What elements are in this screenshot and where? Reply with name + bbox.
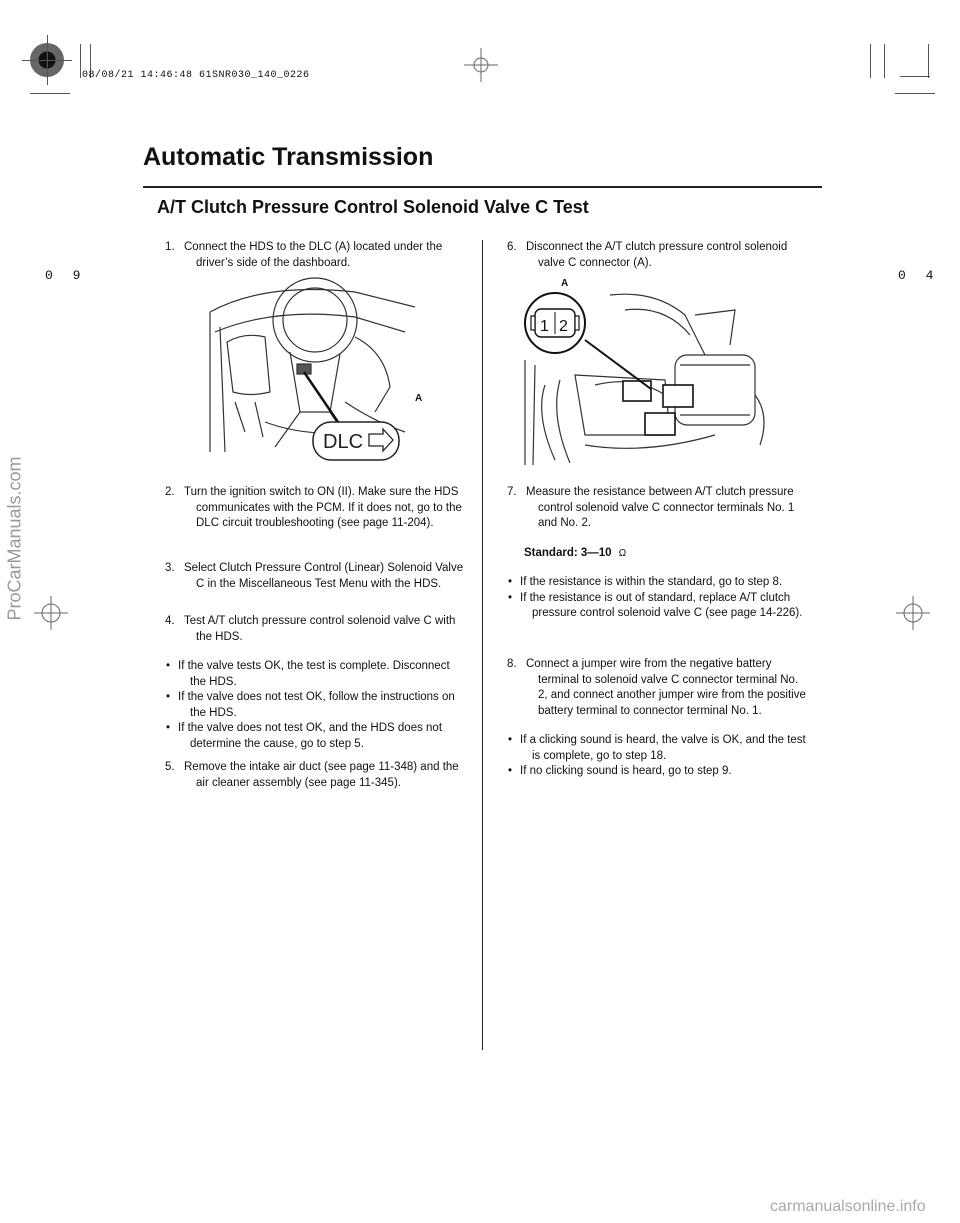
step-number: 4.: [165, 615, 175, 627]
step-4: [165, 614, 465, 752]
print-stamp: 08/08/21 14:46:48 61SNR030_140_0226: [82, 70, 310, 81]
standard-label: Standard:: [524, 546, 578, 559]
solenoid-connector-illustration: [515, 285, 780, 470]
figure-label-a: A: [561, 278, 569, 289]
crop-mark: [884, 44, 885, 78]
pin-1-label: 1: [540, 318, 549, 335]
step-5: [165, 760, 465, 791]
step-8: [507, 657, 807, 780]
list-item: • If the valve tests OK, the test is complete. Disconnect the HDS.: [170, 659, 465, 690]
header-rule: [143, 186, 822, 188]
step-number: 2.: [165, 486, 175, 498]
standard-spec: [524, 546, 807, 562]
step-number: 8.: [507, 658, 517, 670]
step-number: 3.: [165, 562, 175, 574]
crop-mark: [900, 76, 930, 77]
dashboard-dlc-illustration: [205, 272, 435, 467]
list-item: • If the valve does not test OK, and the HDS does not determine the cause, go to step 5.: [170, 721, 465, 752]
pin-2-label: 2: [559, 318, 568, 335]
step-8-bullets: [512, 733, 807, 780]
crop-mark: [928, 44, 929, 78]
figure-label-a: A: [415, 393, 423, 404]
bottom-watermark: carmanualsonline.info: [770, 1198, 926, 1215]
crosshair-target-icon: [464, 48, 498, 82]
step-text: Test A/T clutch pressure control solenoid valve C with the HDS.: [184, 615, 456, 643]
step-text: Select Clutch Pressure Control (Linear) Solenoid Valve C in the Miscellaneous Test Menu with the HDS.: [184, 562, 464, 590]
step-text: Connect a jumper wire from the negative battery terminal to solenoid valve C connector terminal No. 2, and connect another jumper wire from the positive battery terminal to connector terminal No. 1.: [526, 658, 806, 717]
step-2: [165, 485, 465, 532]
step-1: [165, 240, 465, 271]
standard-value: 3—10: [580, 546, 612, 559]
list-item: • If the resistance is within the standard, go to step 8.: [512, 575, 807, 591]
crosshair-target-icon: [896, 596, 930, 630]
step-text: Remove the intake air duct (see page 11-348) and the air cleaner assembly (see page 11-345).: [184, 761, 459, 789]
crop-mark: [80, 44, 81, 78]
section-title: Automatic Transmission: [143, 143, 434, 171]
ohm-unit: Ω: [618, 547, 627, 559]
side-watermark: ProCarManuals.com: [4, 456, 25, 621]
page-title: A/T Clutch Pressure Control Solenoid Valve C Test: [157, 197, 589, 217]
crop-mark: [895, 93, 935, 94]
list-item: • If the valve does not test OK, follow the instructions on the HDS.: [170, 690, 465, 721]
step-7: [507, 485, 807, 622]
margin-number-left: 0 9: [45, 268, 87, 283]
step-number: 7.: [507, 486, 517, 498]
list-item: • If the resistance is out of standard, replace A/T clutch pressure control solenoid valve C (see page 14-226).: [512, 591, 807, 622]
list-item: • If no clicking sound is heard, go to step 9.: [512, 764, 807, 780]
list-item: • If a clicking sound is heard, the valve is OK, and the test is complete, go to step 18.: [512, 733, 807, 764]
margin-number-right: 0 4: [898, 268, 940, 283]
step-number: 1.: [165, 241, 175, 253]
crop-mark: [870, 44, 871, 78]
crosshair-target-icon: [34, 596, 68, 630]
step-text: Measure the resistance between A/T clutch pressure control solenoid valve C connector terminals No. 1 and No. 2.: [526, 486, 795, 529]
step-6: [507, 240, 807, 271]
column-divider: [482, 240, 483, 1050]
step-number: 5.: [165, 761, 175, 773]
step-text: Connect the HDS to the DLC (A) located under the driver’s side of the dashboard.: [184, 241, 443, 269]
crop-mark: [30, 93, 70, 94]
step-text: Turn the ignition switch to ON (II). Make sure the HDS communicates with the PCM. If it does not, go to the DLC circuit troubleshooting (see page 11-204).: [184, 486, 462, 529]
dlc-label: DLC: [323, 431, 364, 453]
step-4-bullets: [170, 659, 465, 752]
step-7-bullets: [512, 575, 807, 622]
step-text: Disconnect the A/T clutch pressure control solenoid valve C connector (A).: [526, 241, 788, 269]
step-3: [165, 561, 465, 592]
step-number: 6.: [507, 241, 517, 253]
